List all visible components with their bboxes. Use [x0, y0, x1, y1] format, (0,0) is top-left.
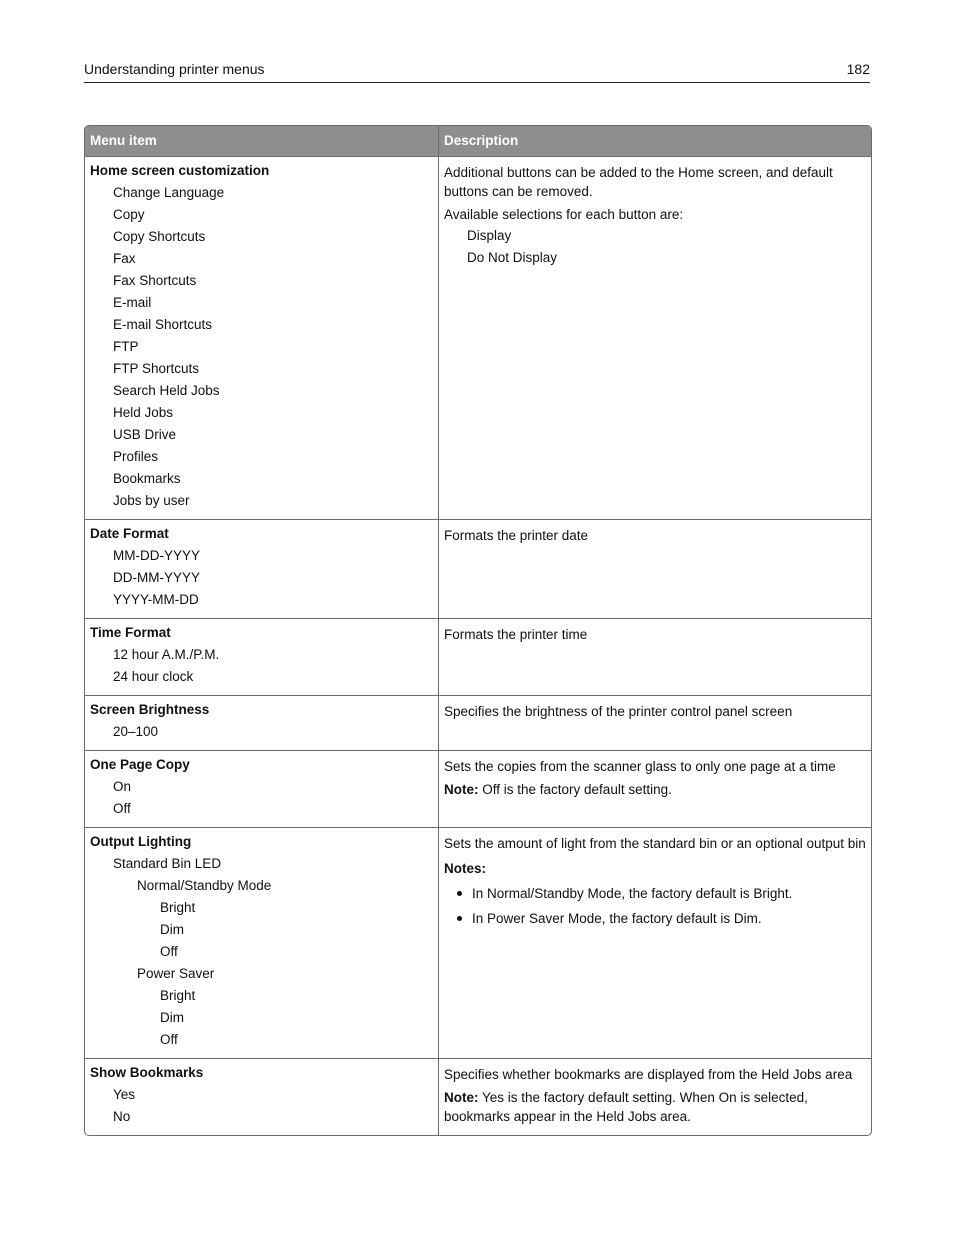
- note-paragraph: [444, 1088, 866, 1126]
- description-text: Formats the printer date: [444, 528, 589, 543]
- menu-option: Off: [160, 944, 178, 959]
- table-row: [85, 1059, 871, 1135]
- table-row: [85, 696, 871, 751]
- menu-item-title: Screen Brightness: [90, 702, 210, 717]
- menu-option: No: [113, 1109, 131, 1124]
- menu-option: Bright: [160, 988, 196, 1003]
- note-label: Note:: [444, 1090, 479, 1105]
- menu-item-title: Output Lighting: [90, 834, 192, 849]
- table-row: [85, 619, 871, 696]
- menu-option: Copy Shortcuts: [113, 229, 206, 244]
- table-row: [85, 751, 871, 828]
- description-text: Specifies the brightness of the printer control panel screen: [444, 704, 793, 719]
- menu-option: Fax: [113, 251, 136, 266]
- menu-option: Bright: [160, 900, 196, 915]
- menu-option: DD-MM-YYYY: [113, 570, 200, 585]
- menu-item-cell: [85, 157, 439, 519]
- menu-table: [84, 125, 872, 1136]
- menu-option: Yes: [113, 1087, 136, 1102]
- menu-option: Jobs by user: [113, 493, 190, 508]
- menu-item-cell: [85, 828, 439, 1058]
- menu-option: MM-DD-YYYY: [113, 548, 200, 563]
- table-row: [85, 828, 871, 1059]
- menu-option: Dim: [160, 922, 184, 937]
- page-number: 182: [846, 61, 870, 77]
- menu-option: Fax Shortcuts: [113, 273, 197, 288]
- menu-option: Standard Bin LED: [113, 856, 222, 871]
- menu-option: E-mail Shortcuts: [113, 317, 213, 332]
- menu-option: FTP: [113, 339, 139, 354]
- menu-option: FTP Shortcuts: [113, 361, 200, 376]
- description-cell: [439, 619, 871, 695]
- menu-item-title: Show Bookmarks: [90, 1065, 204, 1080]
- menu-option: Copy: [113, 207, 145, 222]
- menu-option: On: [113, 779, 132, 794]
- menu-item-cell: [85, 520, 439, 618]
- menu-option: Change Language: [113, 185, 225, 200]
- description-text: Sets the amount of light from the standard bin or an optional output bin: [444, 836, 866, 851]
- menu-option: 12 hour A.M./P.M.: [113, 647, 220, 662]
- bullet-item: In Normal/Standby Mode, the factory default is Bright.: [444, 884, 866, 903]
- column-header-menu-item: Menu item: [85, 126, 439, 156]
- description-text: Available selections for each button are:: [444, 207, 684, 222]
- note-paragraph: [444, 780, 866, 799]
- menu-option: 20–100: [113, 724, 159, 739]
- menu-item-cell: [85, 1059, 439, 1135]
- menu-option: Held Jobs: [113, 405, 174, 420]
- notes-label: Notes:: [444, 861, 487, 876]
- menu-option: Normal/Standby Mode: [137, 878, 272, 893]
- menu-item-cell: [85, 619, 439, 695]
- menu-option: Bookmarks: [113, 471, 181, 486]
- column-header-description: Description: [444, 133, 519, 148]
- table-row: [85, 157, 871, 520]
- note-label: Note:: [444, 782, 479, 797]
- menu-option: Search Held Jobs: [113, 383, 220, 398]
- menu-option: USB Drive: [113, 427, 177, 442]
- menu-option: YYYY-MM-DD: [113, 592, 199, 607]
- description-cell: [439, 1059, 871, 1135]
- selection-option: Do Not Display: [467, 250, 558, 265]
- menu-item-title: Time Format: [90, 625, 171, 640]
- menu-item-cell: [85, 696, 439, 750]
- bullet-item: In Power Saver Mode, the factory default is Dim.: [444, 909, 866, 928]
- table-row: [85, 520, 871, 619]
- note-text: Yes is the factory default setting. When On is selected, bookmarks appear in the Held Jobs area.: [444, 1090, 808, 1124]
- page-header-title: Understanding printer menus: [84, 61, 265, 77]
- description-cell: [439, 751, 871, 827]
- menu-item-cell: [85, 751, 439, 827]
- description-text: Additional buttons can be added to the Home screen, and default buttons can be removed.: [444, 165, 833, 199]
- description-text: Specifies whether bookmarks are displayed from the Held Jobs area: [444, 1067, 853, 1082]
- description-cell: [439, 696, 871, 750]
- description-text: Sets the copies from the scanner glass to only one page at a time: [444, 759, 836, 774]
- menu-option: Dim: [160, 1010, 184, 1025]
- page-header: [84, 58, 870, 83]
- description-text: Formats the printer time: [444, 627, 588, 642]
- description-cell: [439, 520, 871, 618]
- menu-option: Power Saver: [137, 966, 215, 981]
- note-text: Off is the factory default setting.: [478, 782, 672, 797]
- menu-option: Off: [113, 801, 131, 816]
- menu-option: Profiles: [113, 449, 159, 464]
- menu-option: 24 hour clock: [113, 669, 194, 684]
- menu-option: E-mail: [113, 295, 152, 310]
- selection-option: Display: [467, 228, 512, 243]
- description-cell: [439, 828, 871, 1058]
- menu-option: Off: [160, 1032, 178, 1047]
- menu-item-title: Date Format: [90, 526, 169, 541]
- table-header-row: [85, 126, 871, 157]
- description-cell: [439, 157, 871, 519]
- menu-item-title: Home screen customization: [90, 163, 270, 178]
- menu-item-title: One Page Copy: [90, 757, 190, 772]
